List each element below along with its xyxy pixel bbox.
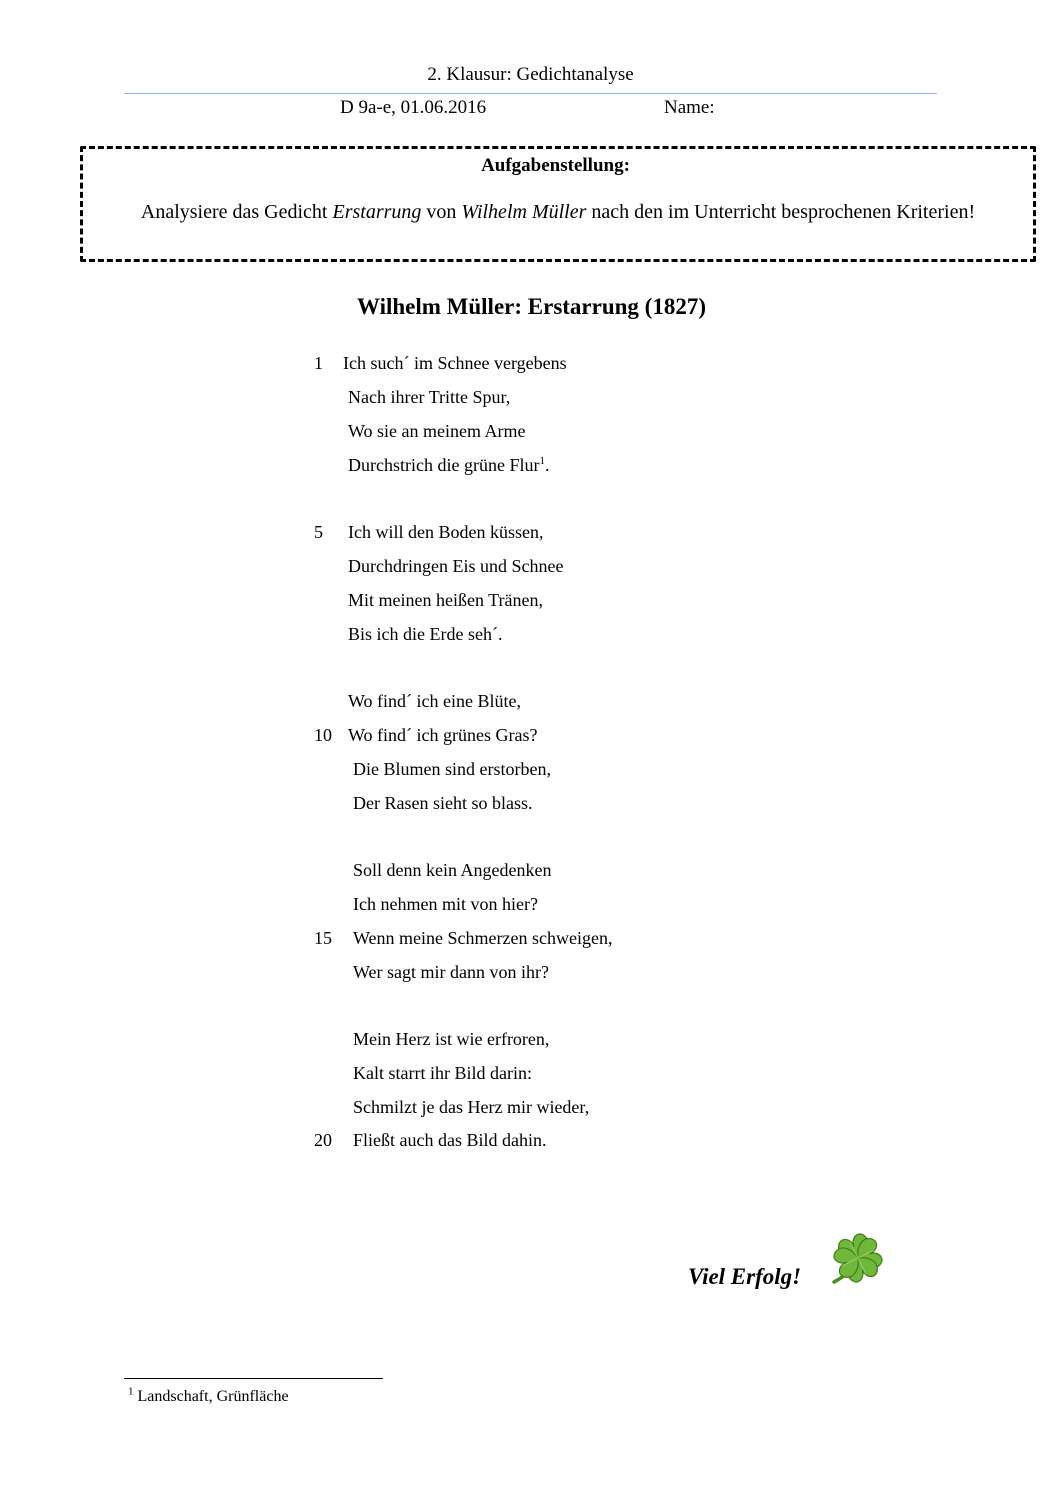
poem-line: Wo find´ ich grünes Gras? bbox=[348, 725, 538, 745]
task-author: Wilhelm Müller bbox=[461, 201, 587, 223]
poem-line: Wo sie an meinem Arme bbox=[348, 421, 526, 441]
poem-title: Wilhelm Müller: Erstarrung (1827) bbox=[357, 294, 706, 319]
footnote-number: 1 bbox=[128, 1385, 134, 1398]
poem-line: Wenn meine Schmerzen schweigen, bbox=[353, 928, 613, 948]
footnote-marker: 1 bbox=[539, 455, 545, 467]
poem-line: Die Blumen sind erstorben, bbox=[353, 759, 551, 779]
poem-line: Schmilzt je das Herz mir wieder, bbox=[353, 1097, 590, 1117]
class-and-date: D 9a-e, 01.06.2016 bbox=[340, 97, 487, 118]
task-text-before: Analysiere das Gedicht bbox=[140, 201, 333, 223]
line-number: 10 bbox=[314, 725, 332, 745]
line-number: 1 bbox=[314, 353, 323, 373]
poem-line: Kalt starrt ihr Bild darin: bbox=[353, 1063, 532, 1083]
footnote-divider bbox=[124, 1378, 383, 1379]
poem-line: Fließt auch das Bild dahin. bbox=[353, 1130, 547, 1150]
four-leaf-clover-icon bbox=[826, 1226, 890, 1290]
task-text-after: nach den im Unterricht besprochenen Kriterien! bbox=[586, 201, 976, 223]
poem-line: Wo find´ ich eine Blüte, bbox=[348, 691, 522, 711]
poem-line: Bis ich die Erde seh´. bbox=[348, 624, 503, 644]
poem-line: Nach ihrer Tritte Spur, bbox=[348, 387, 511, 407]
poem-line: Mein Herz ist wie erfroren, bbox=[353, 1029, 550, 1049]
line-end-punctuation: . bbox=[544, 455, 550, 475]
footnote bbox=[128, 1385, 289, 1406]
poem-line: Durchdringen Eis und Schnee bbox=[348, 556, 564, 576]
task-poem-title: Erstarrung bbox=[332, 201, 422, 223]
poem-line: Mit meinen heißen Tränen, bbox=[348, 590, 543, 610]
poem-line: Ich nehmen mit von hier? bbox=[353, 894, 538, 914]
poem-line: Soll denn kein Angedenken bbox=[353, 860, 552, 880]
footnote-text: Landschaft, Grünfläche bbox=[133, 1388, 289, 1405]
line-number: 5 bbox=[314, 522, 323, 542]
name-label: Name: bbox=[664, 97, 715, 118]
task-text-mid: von bbox=[421, 201, 462, 223]
poem-line-text: Durchstrich die grüne Flur bbox=[348, 455, 540, 475]
closing-wish: Viel Erfolg! bbox=[688, 1264, 802, 1289]
exam-title: 2. Klausur: Gedichtanalyse bbox=[427, 64, 634, 85]
poem-line: Ich will den Boden küssen, bbox=[348, 522, 544, 542]
line-number: 20 bbox=[314, 1130, 332, 1150]
poem-line: Der Rasen sieht so blass. bbox=[353, 793, 533, 813]
poem-line bbox=[348, 455, 549, 476]
task-heading: Aufgabenstellung: bbox=[481, 155, 630, 176]
poem-line: Wer sagt mir dann von ihr? bbox=[353, 962, 549, 982]
poem-line: Ich such´ im Schnee vergebens bbox=[343, 353, 567, 373]
line-number: 15 bbox=[314, 928, 332, 948]
